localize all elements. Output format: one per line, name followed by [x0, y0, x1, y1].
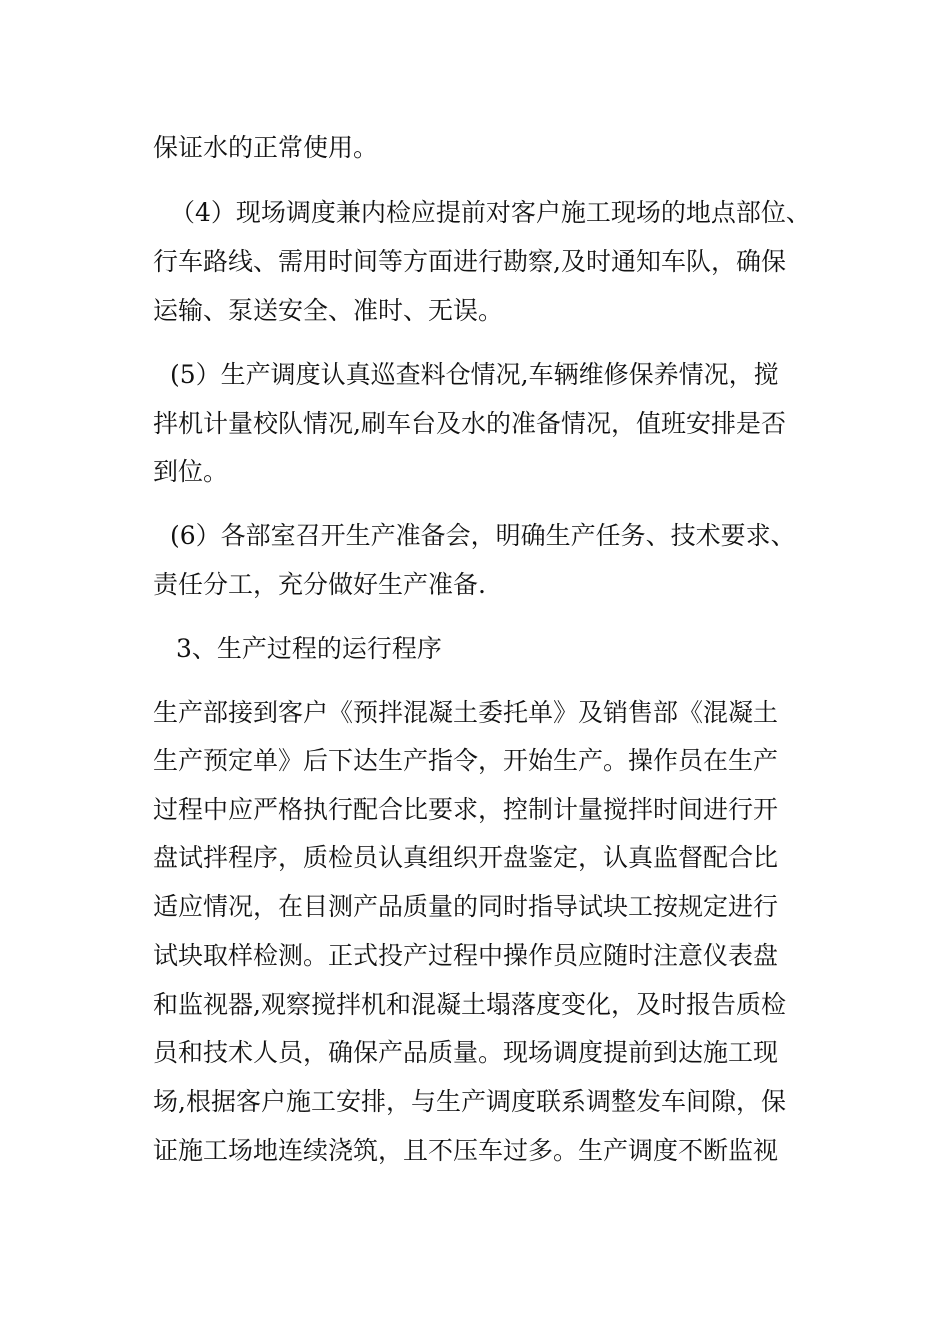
text-line: 员和技术人员，确保产品质量。现场调度提前到达施工现 [153, 1038, 779, 1067]
text-line: (5）生产调度认真巡查料仓情况,车辆维修保养情况，搅 [170, 360, 779, 389]
section-heading: 3、生产过程的运行程序 [176, 634, 442, 663]
text-line: 适应情况，在目测产品质量的同时指导试块工按规定进行 [153, 892, 779, 921]
text-line: 试块取样检测。正式投产过程中操作员应随时注意仪表盘 [153, 941, 779, 970]
text-line: 行车路线、需用时间等方面进行勘察,及时通知车队，确保 [153, 247, 786, 276]
text-line: 保证水的正常使用。 [153, 133, 379, 162]
text-line: 拌机计量校队情况,刷车台及水的准备情况，值班安排是否 [153, 409, 786, 438]
text-line: 运输、泵送安全、准时、无误。 [153, 296, 504, 325]
text-line: 盘试拌程序，质检员认真组织开盘鉴定，认真监督配合比 [153, 843, 779, 872]
text-line: 到位。 [153, 457, 229, 486]
text-line: 生产预定单》后下达生产指令，开始生产。操作员在生产 [153, 746, 779, 775]
text-line: (6）各部室召开生产准备会，明确生产任务、技术要求、 [170, 521, 796, 550]
text-line: 责任分工，充分做好生产准备. [153, 570, 486, 599]
text-line: 证施工场地连续浇筑，且不压车过多。生产调度不断监视 [153, 1136, 779, 1165]
text-line: 生产部接到客户《预拌混凝土委托单》及销售部《混凝土 [153, 698, 779, 727]
text-line: （4）现场调度兼内检应提前对客户施工现场的地点部位、 [170, 198, 811, 227]
text-line: 过程中应严格执行配合比要求，控制计量搅拌时间进行开 [153, 795, 779, 824]
text-line: 和监视器,观察搅拌机和混凝土塌落度变化，及时报告质检 [153, 990, 786, 1019]
text-line: 场,根据客户施工安排，与生产调度联系调整发车间隙，保 [153, 1087, 786, 1116]
